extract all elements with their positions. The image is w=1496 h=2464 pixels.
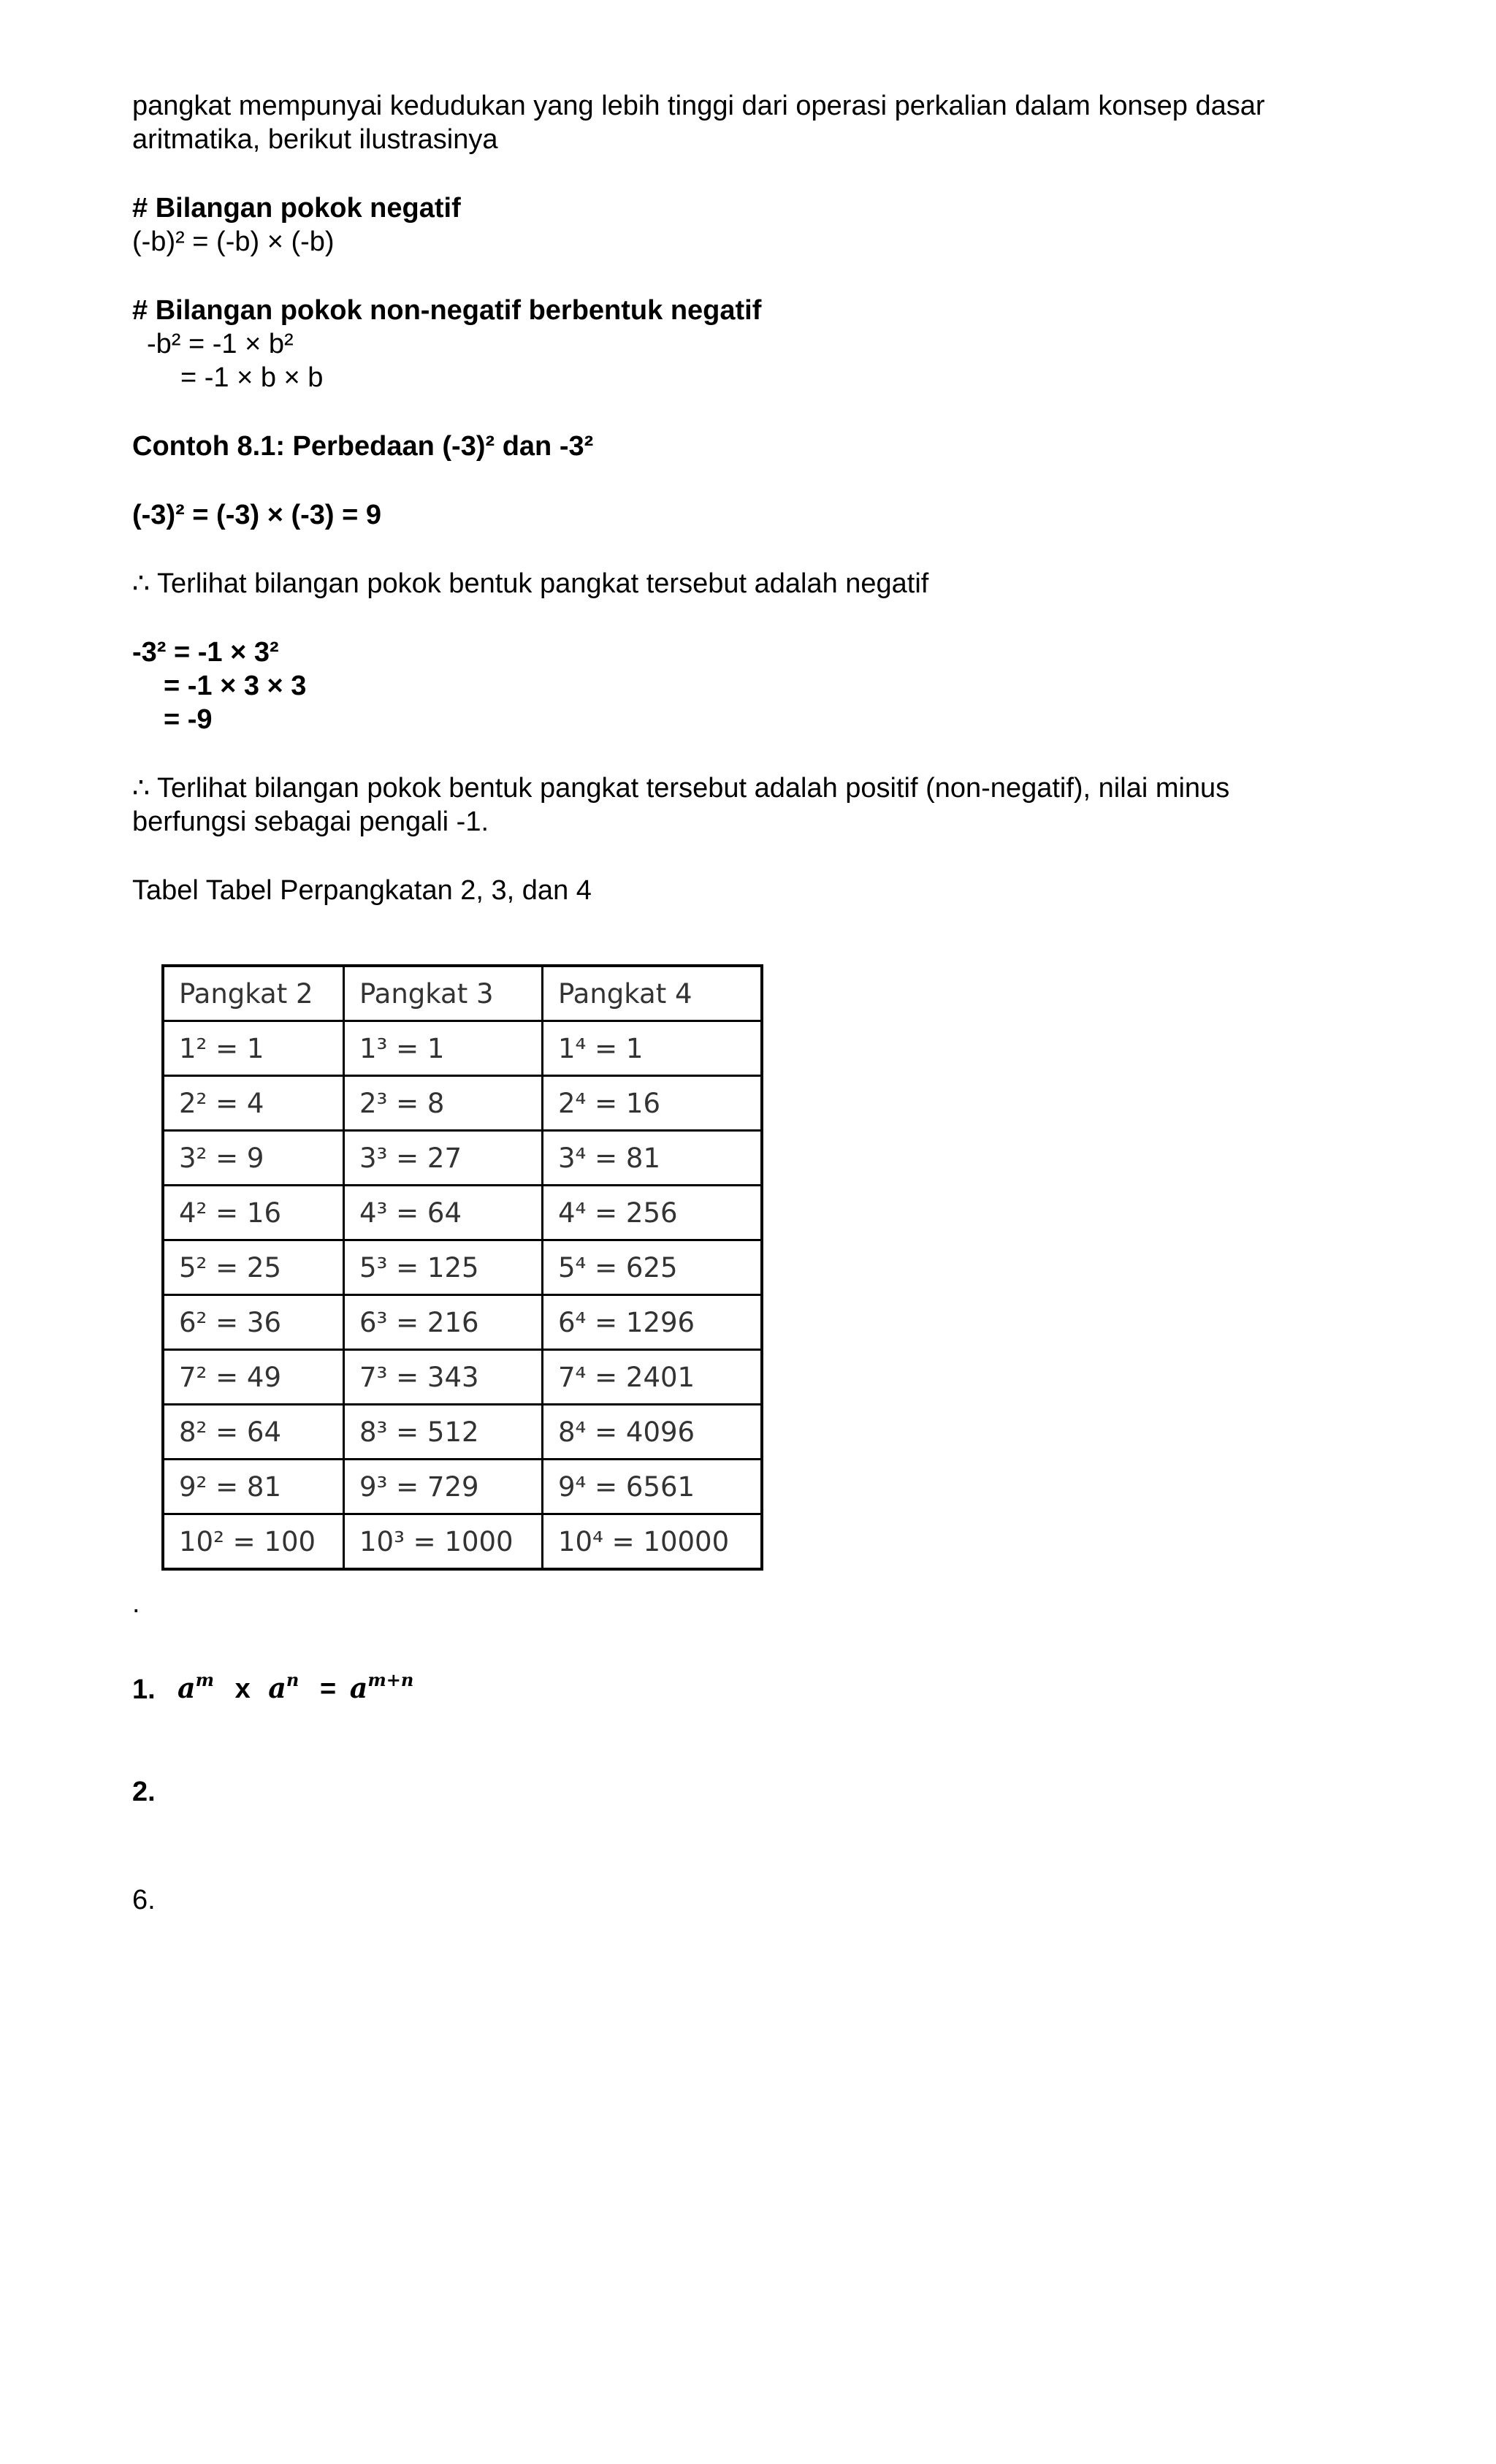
list-item-2-number: 2. xyxy=(132,1777,156,1807)
table-cell: 2² = 4 xyxy=(163,1076,344,1131)
table-cell: 1² = 1 xyxy=(163,1021,344,1076)
table-row xyxy=(163,1460,762,1514)
heading-negative-base: # Bilangan pokok negatif xyxy=(132,193,461,224)
table-cell: 1⁴ = 1 xyxy=(543,1021,763,1076)
table-cell: 10² = 100 xyxy=(163,1514,344,1570)
table-cell: 2⁴ = 16 xyxy=(543,1076,763,1131)
table-cell: 6³ = 216 xyxy=(344,1295,543,1350)
table-cell: 6⁴ = 1296 xyxy=(543,1295,763,1350)
table-caption: Tabel Tabel Perpangkatan 2, 3, dan 4 xyxy=(132,875,592,906)
table-cell: 9³ = 729 xyxy=(344,1460,543,1514)
table-cell: 5² = 25 xyxy=(163,1240,344,1295)
table-row xyxy=(163,1405,762,1460)
powers-table xyxy=(161,964,763,1571)
example-calc-1: (-3)² = (-3) × (-3) = 9 xyxy=(132,500,381,530)
table-cell: 9² = 81 xyxy=(163,1460,344,1514)
table-cell: 10⁴ = 10000 xyxy=(543,1514,763,1570)
table-header-cell: Pangkat 2 xyxy=(163,966,344,1021)
list-item-6-number: 6. xyxy=(132,1885,156,1915)
table-row xyxy=(163,1076,762,1131)
table-cell: 6² = 36 xyxy=(163,1295,344,1350)
table-cell: 8³ = 512 xyxy=(344,1405,543,1460)
table-cell: 1³ = 1 xyxy=(344,1021,543,1076)
formula-nonnegative-line-2: = -1 × b × b xyxy=(180,362,324,393)
intro-line-1: pangkat mempunyai kedudukan yang lebih tinggi dari operasi perkalian dalam konsep dasar xyxy=(132,91,1265,121)
table-header-cell: Pangkat 3 xyxy=(344,966,543,1021)
table-row xyxy=(163,1131,762,1186)
table-row xyxy=(163,1186,762,1240)
table-row xyxy=(163,1240,762,1295)
table-cell: 5⁴ = 625 xyxy=(543,1240,763,1295)
table-cell: 3³ = 27 xyxy=(344,1131,543,1186)
table-cell: 4² = 16 xyxy=(163,1186,344,1240)
table-cell: 3⁴ = 81 xyxy=(543,1131,763,1186)
example-calc-2-line-3: = -9 xyxy=(164,704,213,735)
formula-nonnegative-line-1: -b² = -1 × b² xyxy=(147,329,294,359)
table-header-row xyxy=(163,966,762,1021)
table-row xyxy=(163,1021,762,1076)
table-cell: 4³ = 64 xyxy=(344,1186,543,1240)
table-cell: 8² = 64 xyxy=(163,1405,344,1460)
example-note-2-line-1: ∴ Terlihat bilangan pokok bentuk pangkat tersebut adalah positif (non-negatif), nilai minus xyxy=(132,773,1230,804)
table-row xyxy=(163,1350,762,1405)
table-cell: 2³ = 8 xyxy=(344,1076,543,1131)
table-header-cell: Pangkat 4 xyxy=(543,966,763,1021)
example-calc-2-line-2: = -1 × 3 × 3 xyxy=(164,671,307,701)
table-cell: 7³ = 343 xyxy=(344,1350,543,1405)
table-cell: 4⁴ = 256 xyxy=(543,1186,763,1240)
example-title: Contoh 8.1: Perbedaan (-3)² dan -3² xyxy=(132,431,594,462)
table-cell: 10³ = 1000 xyxy=(344,1514,543,1570)
intro-line-2: aritmatika, berikut ilustrasinya xyxy=(132,124,498,155)
example-note-1: ∴ Terlihat bilangan pokok bentuk pangkat tersebut adalah negatif xyxy=(132,568,929,599)
table-cell: 7² = 49 xyxy=(163,1350,344,1405)
exponent-rule-formula: $a^m$ x $a^n = a^{m+n}$ xyxy=(178,1669,414,1704)
table-row xyxy=(163,1514,762,1570)
table-cell: 5³ = 125 xyxy=(344,1240,543,1295)
formula-negative-base: (-b)² = (-b) × (-b) xyxy=(132,226,335,257)
table-cell: 8⁴ = 4096 xyxy=(543,1405,763,1460)
example-note-2-line-2: berfungsi sebagai pengali -1. xyxy=(132,806,489,837)
table-cell: 9⁴ = 6561 xyxy=(543,1460,763,1514)
table-cell: 7⁴ = 2401 xyxy=(543,1350,763,1405)
example-calc-2-line-1: -3² = -1 × 3² xyxy=(132,637,279,668)
table-cell: 3² = 9 xyxy=(163,1131,344,1186)
list-item-1-number: 1. xyxy=(132,1674,156,1705)
table-row xyxy=(163,1295,762,1350)
heading-nonnegative-base: # Bilangan pokok non-negatif berbentuk negatif xyxy=(132,295,762,326)
table-trailing-dot: . xyxy=(132,1588,140,1619)
